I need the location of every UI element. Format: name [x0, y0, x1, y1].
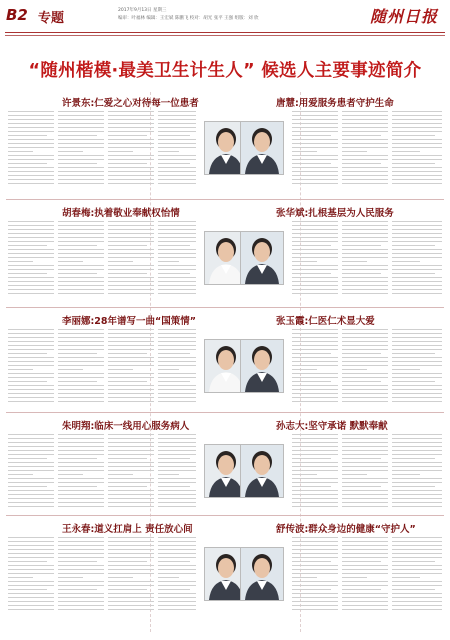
article-divider [6, 307, 444, 308]
page-number: B2 [6, 6, 28, 24]
article-body-text [8, 221, 54, 299]
article-body-text [292, 434, 338, 512]
article-body-text [292, 329, 338, 407]
article-body-text [158, 537, 196, 615]
candidate-title: 李丽娜:28年谱写一曲“国策情” [62, 316, 197, 327]
article-body-text [342, 329, 388, 407]
article-body-text [8, 329, 54, 407]
article-body-text [392, 434, 442, 512]
candidate-title: 张玉霞:仁医仁术显大爱 [276, 316, 375, 327]
issue-date: 2017年9月13日 星期三 [118, 8, 167, 13]
candidate-title: 许景东:仁爱之心对待每一位患者 [62, 98, 199, 109]
candidate-portrait [240, 339, 284, 393]
article-body-text [392, 537, 442, 615]
masthead-rule-thin [5, 35, 445, 36]
article-body-text [108, 537, 154, 615]
article-body-text [392, 111, 442, 189]
section-name: 专题 [38, 11, 65, 26]
article-body-text [8, 434, 54, 512]
article-divider [6, 515, 444, 516]
masthead-rule [5, 32, 445, 33]
article-body-text [108, 111, 154, 189]
article-body-text [108, 329, 154, 407]
article-body-text [342, 434, 388, 512]
article-body-text [342, 221, 388, 299]
candidate-title: 孙志大:坚守承诺 默默奉献 [276, 421, 388, 432]
candidate-portrait [240, 547, 284, 601]
candidate-title: 胡春梅:执着敬业奉献权怡情 [62, 208, 180, 219]
candidate-portrait [240, 121, 284, 175]
candidate-title: 朱明翔:临床一线用心服务病人 [62, 421, 190, 432]
article-body-text [292, 537, 338, 615]
editor-credits: 编审：叶福林 编辑：王宏斌 陈鹏飞 校对：胡光 张平 王强 组版：刘 欣 [118, 16, 259, 21]
article-body-text [58, 537, 104, 615]
article-body-text [158, 221, 196, 299]
newspaper-logo: 随州日报 [369, 7, 438, 26]
article-body-text [8, 537, 54, 615]
page-headline: “随州楷模·最美卫生计生人” 候选人主要事迹简介 [28, 61, 422, 81]
article-body-text [58, 329, 104, 407]
article-body-text [108, 221, 154, 299]
article-body-text [342, 537, 388, 615]
candidate-title: 唐慧:用爱服务患者守护生命 [276, 98, 394, 109]
article-body-text [392, 221, 442, 299]
article-body-text [158, 329, 196, 407]
candidate-portrait [240, 231, 284, 285]
article-body-text [58, 111, 104, 189]
candidate-title: 王永春:道义扛肩上 责任放心间 [62, 524, 193, 535]
article-body-text [158, 111, 196, 189]
article-body-text [58, 434, 104, 512]
article-divider [6, 199, 444, 200]
masthead [0, 0, 450, 30]
candidate-title: 舒传波:群众身边的健康“守护人” [276, 524, 416, 535]
candidate-portrait [240, 444, 284, 498]
article-body-text [292, 221, 338, 299]
article-divider [6, 412, 444, 413]
article-body-text [8, 111, 54, 189]
article-body-text [342, 111, 388, 189]
article-body-text [158, 434, 196, 512]
candidate-title: 张华斌:扎根基层为人民服务 [276, 208, 394, 219]
article-body-text [58, 221, 104, 299]
article-body-text [108, 434, 154, 512]
article-body-text [292, 111, 338, 189]
article-body-text [392, 329, 442, 407]
